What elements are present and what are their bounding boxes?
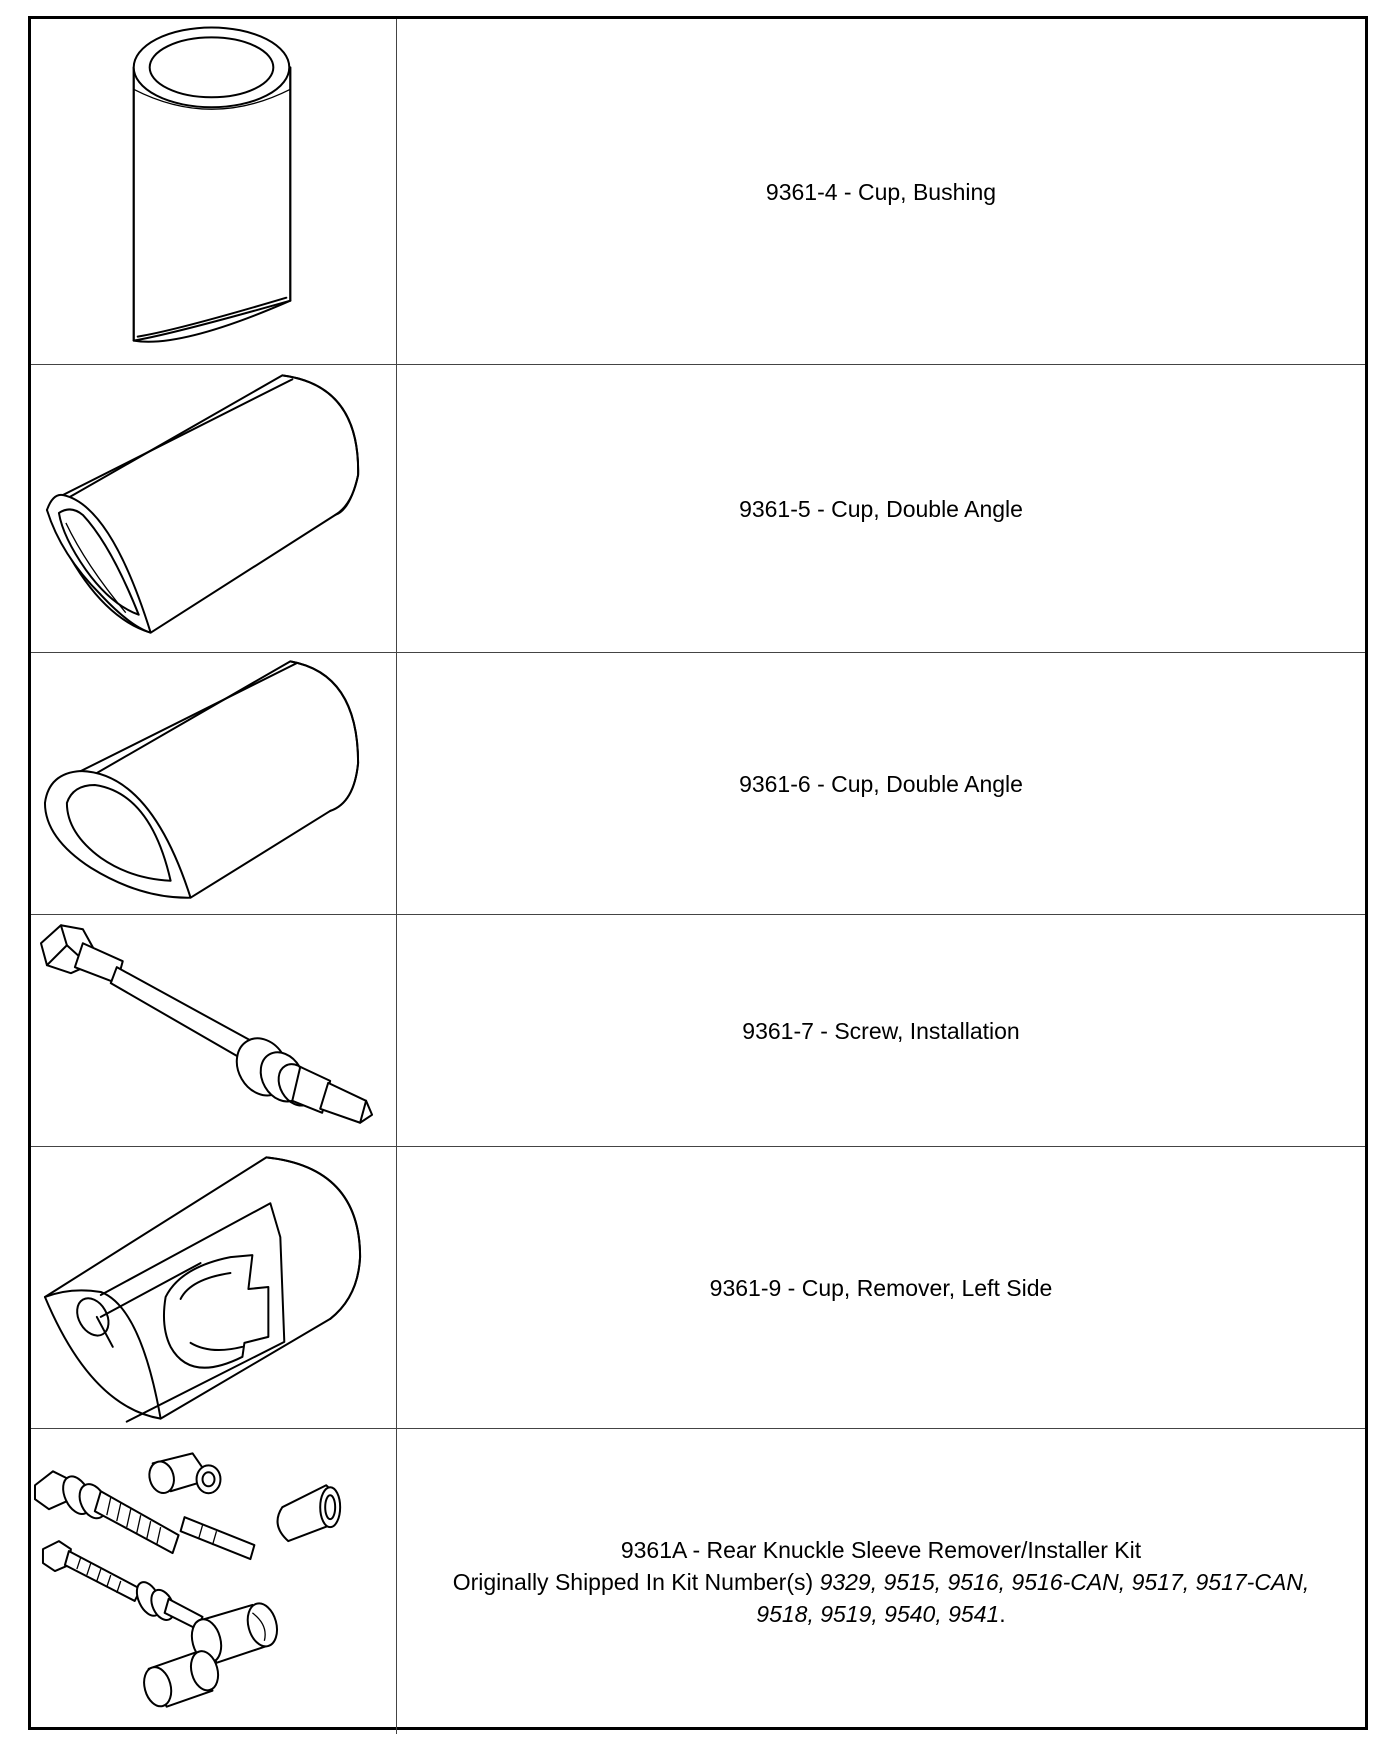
cup-bushing-icon [31,19,397,364]
table-row [31,652,1365,915]
table-row [31,1146,1365,1429]
item-label: 9361-6 - Cup, Double Angle [739,771,1023,797]
kit-numbers-line1: 9329, 9515, 9516, 9516-CAN, 9517, 9517-CAN, [819,1568,1310,1595]
kit-shipped-line2 [453,1598,1310,1630]
kit-numbers-line2: 9518, 9519, 9540, 9541 [756,1600,1000,1627]
table-row [31,914,1365,1147]
table-row [31,1428,1365,1734]
cup-double-angle-icon [31,653,397,915]
item-label: 9361-7 - Screw, Installation [742,1018,1020,1044]
kit-description [397,1429,1365,1734]
kit-suffix: . [999,1600,1006,1627]
item-label: 9361-4 - Cup, Bushing [765,178,997,205]
knuckle-sleeve-kit-icon [31,1429,397,1734]
tool-table [28,16,1368,1730]
kit-prefix: Originally Shipped In Kit Number(s) [452,1568,820,1595]
cup-remover-icon [31,1147,397,1429]
table-row [31,364,1365,653]
item-label: 9361A - Rear Knuckle Sleeve Remover/Installer Kit [620,1536,1142,1563]
cup-double-angle-icon [31,365,397,653]
kit-shipped-line [453,1566,1310,1598]
installation-screw-icon [31,915,397,1147]
item-label: 9361-5 - Cup, Double Angle [739,496,1023,522]
table-row [31,19,1365,364]
item-label: 9361-9 - Cup, Remover, Left Side [709,1275,1053,1301]
